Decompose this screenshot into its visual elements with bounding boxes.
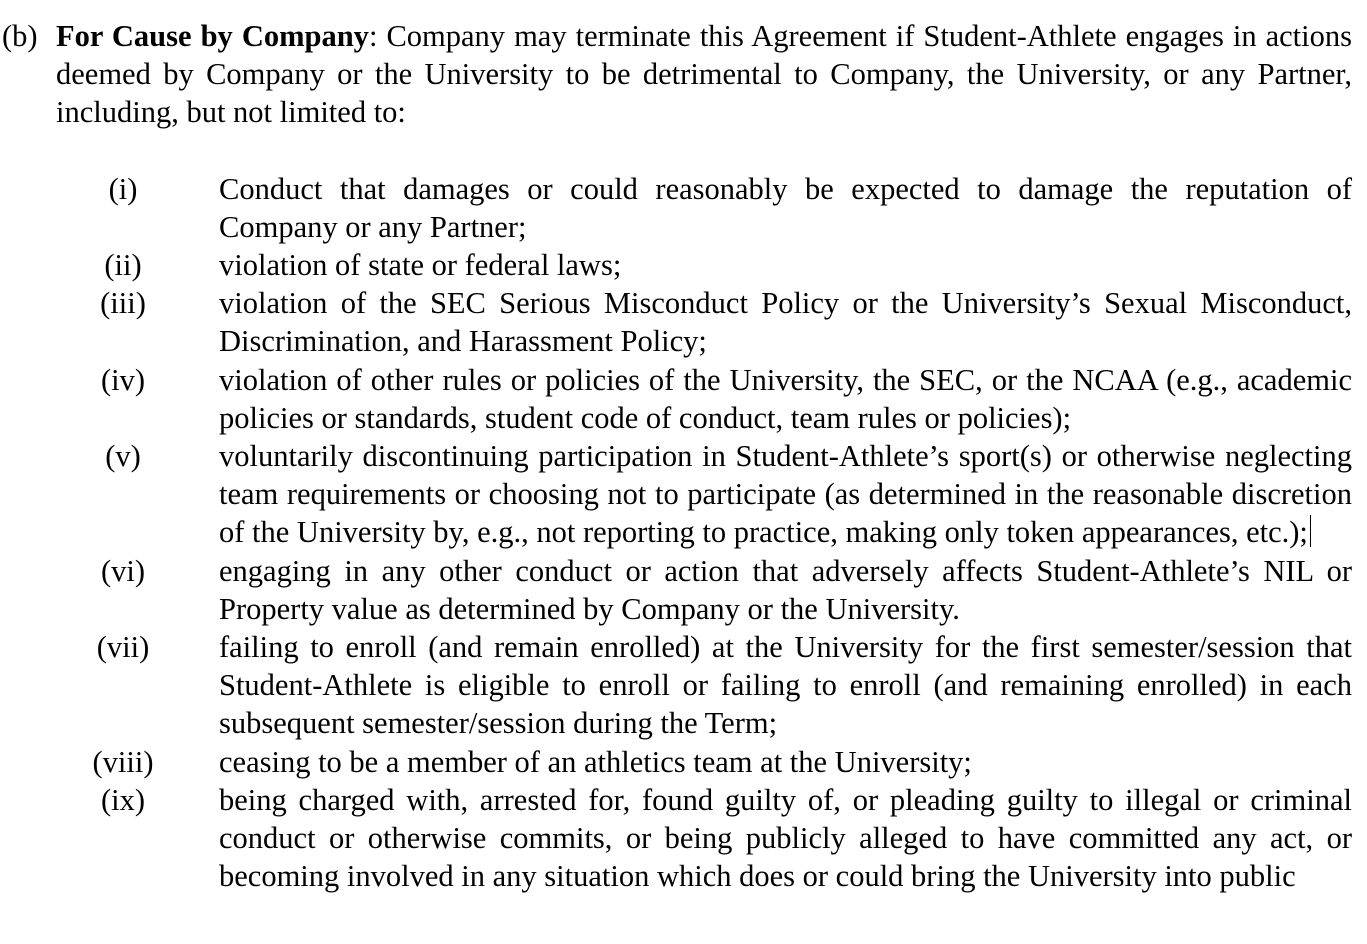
clause-text: being charged with, arrested for, found guilty of, or pleading guilty to illegal or criminal conduct or otherwise commits, or being publicly alleged to have committed any act, or becoming involved in any situation which does or could bring the University into public bbox=[219, 782, 1352, 894]
clause-text-content: voluntarily discontinuing participation in Student-Athlete’s sport(s) or otherwise neglecting team requirements or choosing not to participate (as determined in the reasonable discretion of the University by, e.g., not reporting to practice, making only token appearances, etc.); bbox=[219, 439, 1352, 550]
clause-item bbox=[56, 170, 1352, 246]
clause-text[interactable] bbox=[219, 437, 1352, 552]
section-label: (b) bbox=[2, 19, 38, 53]
clause-item bbox=[56, 552, 1352, 628]
clause-text: failing to enroll (and remain enrolled) at the University for the first semester/session that Student-Athlete is eligible to enroll or failing to enroll (and remaining enrolled) in each subsequent semester/session during the Term; bbox=[219, 630, 1352, 741]
clause-text: engaging in any other conduct or action that adversely affects Student-Athlete’s NIL or Property value as determined by Company or the University. bbox=[219, 553, 1352, 626]
clause-item bbox=[56, 284, 1352, 360]
section-b bbox=[0, 17, 1352, 895]
clause-item bbox=[56, 781, 1352, 896]
clause-item bbox=[56, 628, 1352, 743]
section-paragraph bbox=[56, 17, 1352, 132]
clause-text: violation of other rules or policies of the University, the SEC, or the NCAA (e.g., academic policies or standards, student code of conduct, team rules or policies); bbox=[219, 362, 1352, 435]
clause-label: (vi) bbox=[100, 553, 146, 588]
clause-text: violation of the SEC Serious Misconduct Policy or the University’s Sexual Misconduct, Discrimination, and Harassment Policy; bbox=[219, 286, 1352, 359]
clause-item bbox=[56, 361, 1352, 437]
clause-item bbox=[56, 743, 1352, 781]
clause-item bbox=[56, 437, 1352, 552]
clause-item bbox=[56, 246, 1352, 284]
clause-label: (ii) bbox=[104, 248, 142, 283]
clause-text: violation of state or federal laws; bbox=[219, 248, 622, 283]
clause-label: (i) bbox=[108, 171, 138, 206]
text-cursor bbox=[1310, 515, 1311, 547]
document-page bbox=[0, 17, 1352, 895]
clause-label: (v) bbox=[105, 439, 141, 474]
section-title: For Cause by Company bbox=[56, 19, 369, 53]
clause-list bbox=[56, 170, 1352, 896]
clause-text: Conduct that damages or could reasonably be expected to damage the reputation of Company or any Partner; bbox=[219, 171, 1352, 244]
section-intro: : Company may terminate this Agreement if Student-Athlete engages in actions deemed by Company or the University to be detrimental to Company, the University, or any Partner, including, but not limited to: bbox=[56, 19, 1352, 130]
clause-label: (ix) bbox=[100, 782, 146, 817]
clause-label: (vii) bbox=[96, 630, 150, 665]
clause-label: (iv) bbox=[100, 362, 146, 397]
clause-label: (viii) bbox=[92, 744, 154, 779]
clause-text: ceasing to be a member of an athletics team at the University; bbox=[219, 744, 972, 779]
clause-label: (iii) bbox=[100, 286, 146, 321]
